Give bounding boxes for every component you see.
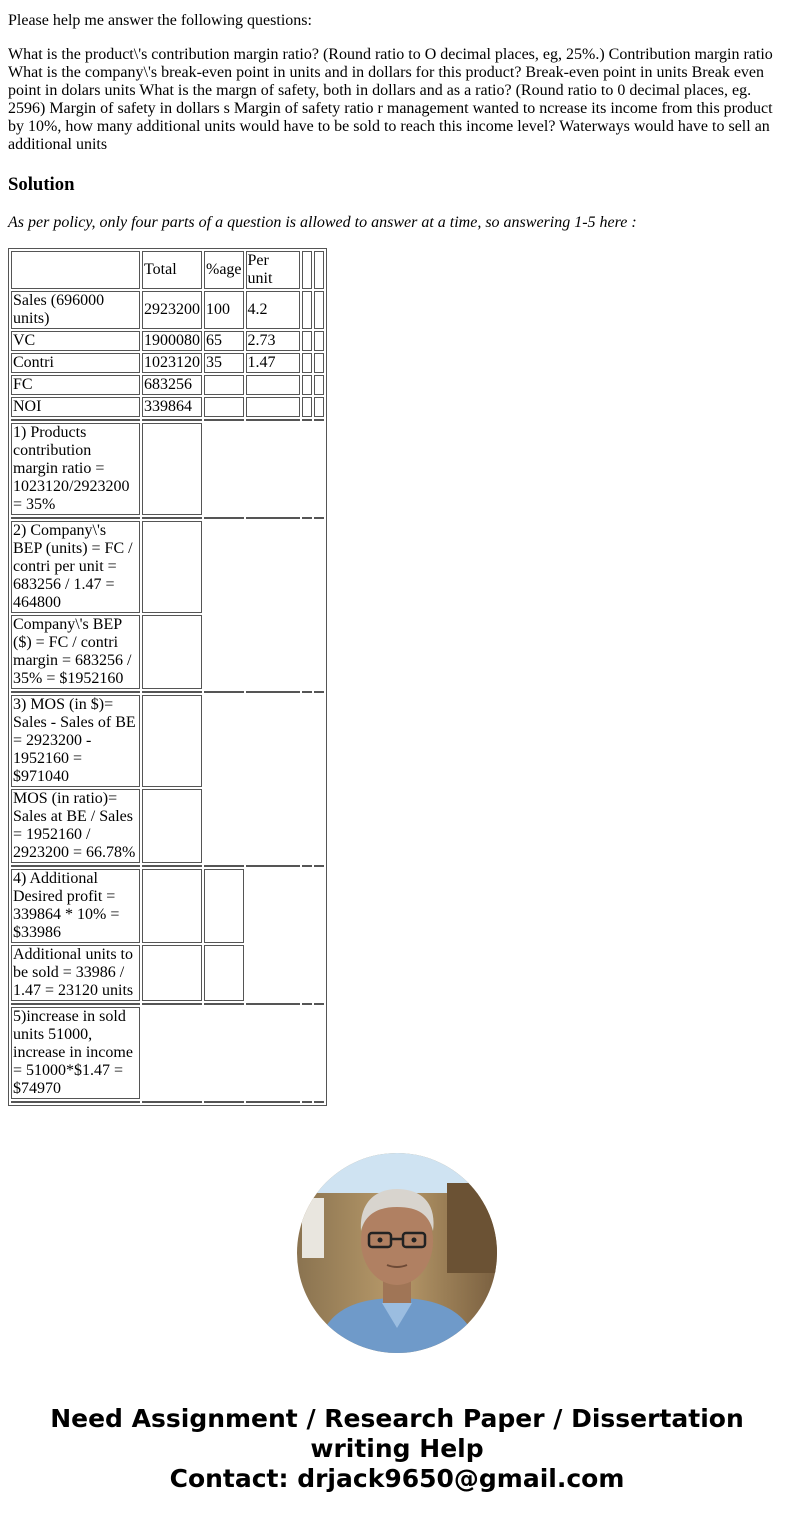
answer-row bbox=[11, 789, 324, 863]
row-label: FC bbox=[11, 375, 140, 395]
solution-table bbox=[8, 248, 327, 1106]
intro-text: Please help me answer the following questions: bbox=[8, 12, 312, 29]
row-percentage: 65 bbox=[204, 331, 244, 351]
header-cell-per-unit: Per unit bbox=[246, 251, 300, 289]
question-text: What is the product\'s contribution margin ratio? (Round ratio to O decimal places, eg, 25%.) Contribution margin ratio What is the company\'s break-even point in units and in dollars for this product? Break-even point in units Break even point in dolars units What is the margn of safety, both in dollars and as a ratio? (Round ratio to 0 decimal places, eg. 2596) Margin of safety in dollars s Margin of safety ratio r management wanted to ncrease its income from this product by 10%, how many additional units would have to be sold to reach this income level? Waterways would have to sell an additional units bbox=[8, 46, 773, 153]
answer-row bbox=[11, 695, 324, 787]
row-percentage bbox=[204, 375, 244, 395]
table-row bbox=[11, 353, 324, 373]
row-total: 339864 bbox=[142, 397, 202, 417]
row-label: Contri bbox=[11, 353, 140, 373]
row-percentage: 100 bbox=[204, 291, 244, 329]
table-spacer-row bbox=[11, 865, 324, 867]
table-spacer-row bbox=[11, 517, 324, 519]
row-total: 1900080 bbox=[144, 332, 200, 349]
row-label: VC bbox=[11, 331, 140, 351]
row-per-unit bbox=[246, 375, 300, 395]
row-label: NOI bbox=[11, 397, 140, 417]
answer-row bbox=[11, 521, 324, 613]
answer-row bbox=[11, 1007, 324, 1099]
contact-banner bbox=[0, 1404, 794, 1494]
row-label: Sales (696000 units) bbox=[11, 291, 140, 329]
person-portrait-icon bbox=[297, 1153, 497, 1353]
row-total: 1023120 bbox=[144, 354, 200, 371]
header-cell-blank bbox=[11, 251, 140, 289]
answer-row bbox=[11, 423, 324, 515]
table-row bbox=[11, 331, 324, 351]
answer-cell: 1) Products contribution margin ratio = 1023120/2923200 = 35% bbox=[11, 423, 140, 515]
row-percentage bbox=[204, 397, 244, 417]
answer-cell: 2) Company\'s BEP (units) = FC / contri per unit = 683256 / 1.47 = 464800 bbox=[11, 521, 140, 613]
table-row bbox=[11, 291, 324, 329]
answer-cell: 4) Additional Desired profit = 339864 * 10% = $33986 bbox=[11, 869, 140, 943]
row-total: 683256 bbox=[142, 375, 202, 395]
solution-heading: Solution bbox=[8, 174, 75, 195]
answer-row bbox=[11, 869, 324, 943]
policy-note: As per policy, only four parts of a question is allowed to answer at a time, so answering 1-5 here : bbox=[8, 214, 637, 231]
header-cell-percentage: %age bbox=[204, 251, 244, 289]
banner-contact: Contact: drjack9650@gmail.com bbox=[169, 1464, 625, 1493]
table-spacer-row bbox=[11, 419, 324, 421]
row-total: 2923200 bbox=[142, 291, 202, 329]
row-percentage: 35 bbox=[204, 353, 244, 373]
answer-row bbox=[11, 945, 324, 1001]
row-per-unit: 4.2 bbox=[246, 291, 300, 329]
banner-line-2: writing Help bbox=[310, 1434, 484, 1463]
table-header-row bbox=[11, 251, 324, 289]
row-per-unit: 1.47 bbox=[246, 353, 300, 373]
header-cell-total: Total bbox=[142, 251, 202, 289]
row-per-unit bbox=[246, 397, 300, 417]
author-avatar bbox=[297, 1153, 497, 1353]
answer-cell: Company\'s BEP ($) = FC / contri margin = 683256 / 35% = $1952160 bbox=[11, 615, 140, 689]
banner-line-1: Need Assignment / Research Paper / Dissertation bbox=[50, 1404, 744, 1433]
table-spacer-row bbox=[11, 691, 324, 693]
table-row bbox=[11, 397, 324, 417]
table-row bbox=[11, 375, 324, 395]
answer-row bbox=[11, 615, 324, 689]
answer-cell: 5)increase in sold units 51000, increase in income = 51000*$1.47 = $74970 bbox=[11, 1007, 140, 1099]
answer-cell: MOS (in ratio)= Sales at BE / Sales = 1952160 / 2923200 = 66.78% bbox=[11, 789, 140, 863]
row-per-unit: 2.73 bbox=[246, 331, 300, 351]
table-spacer-row bbox=[11, 1003, 324, 1005]
table-spacer-row bbox=[11, 1101, 324, 1103]
answer-cell: 3) MOS (in $)= Sales - Sales of BE = 2923200 - 1952160 = $971040 bbox=[11, 695, 140, 787]
answer-cell: Additional units to be sold = 33986 / 1.47 = 23120 units bbox=[11, 945, 140, 1001]
